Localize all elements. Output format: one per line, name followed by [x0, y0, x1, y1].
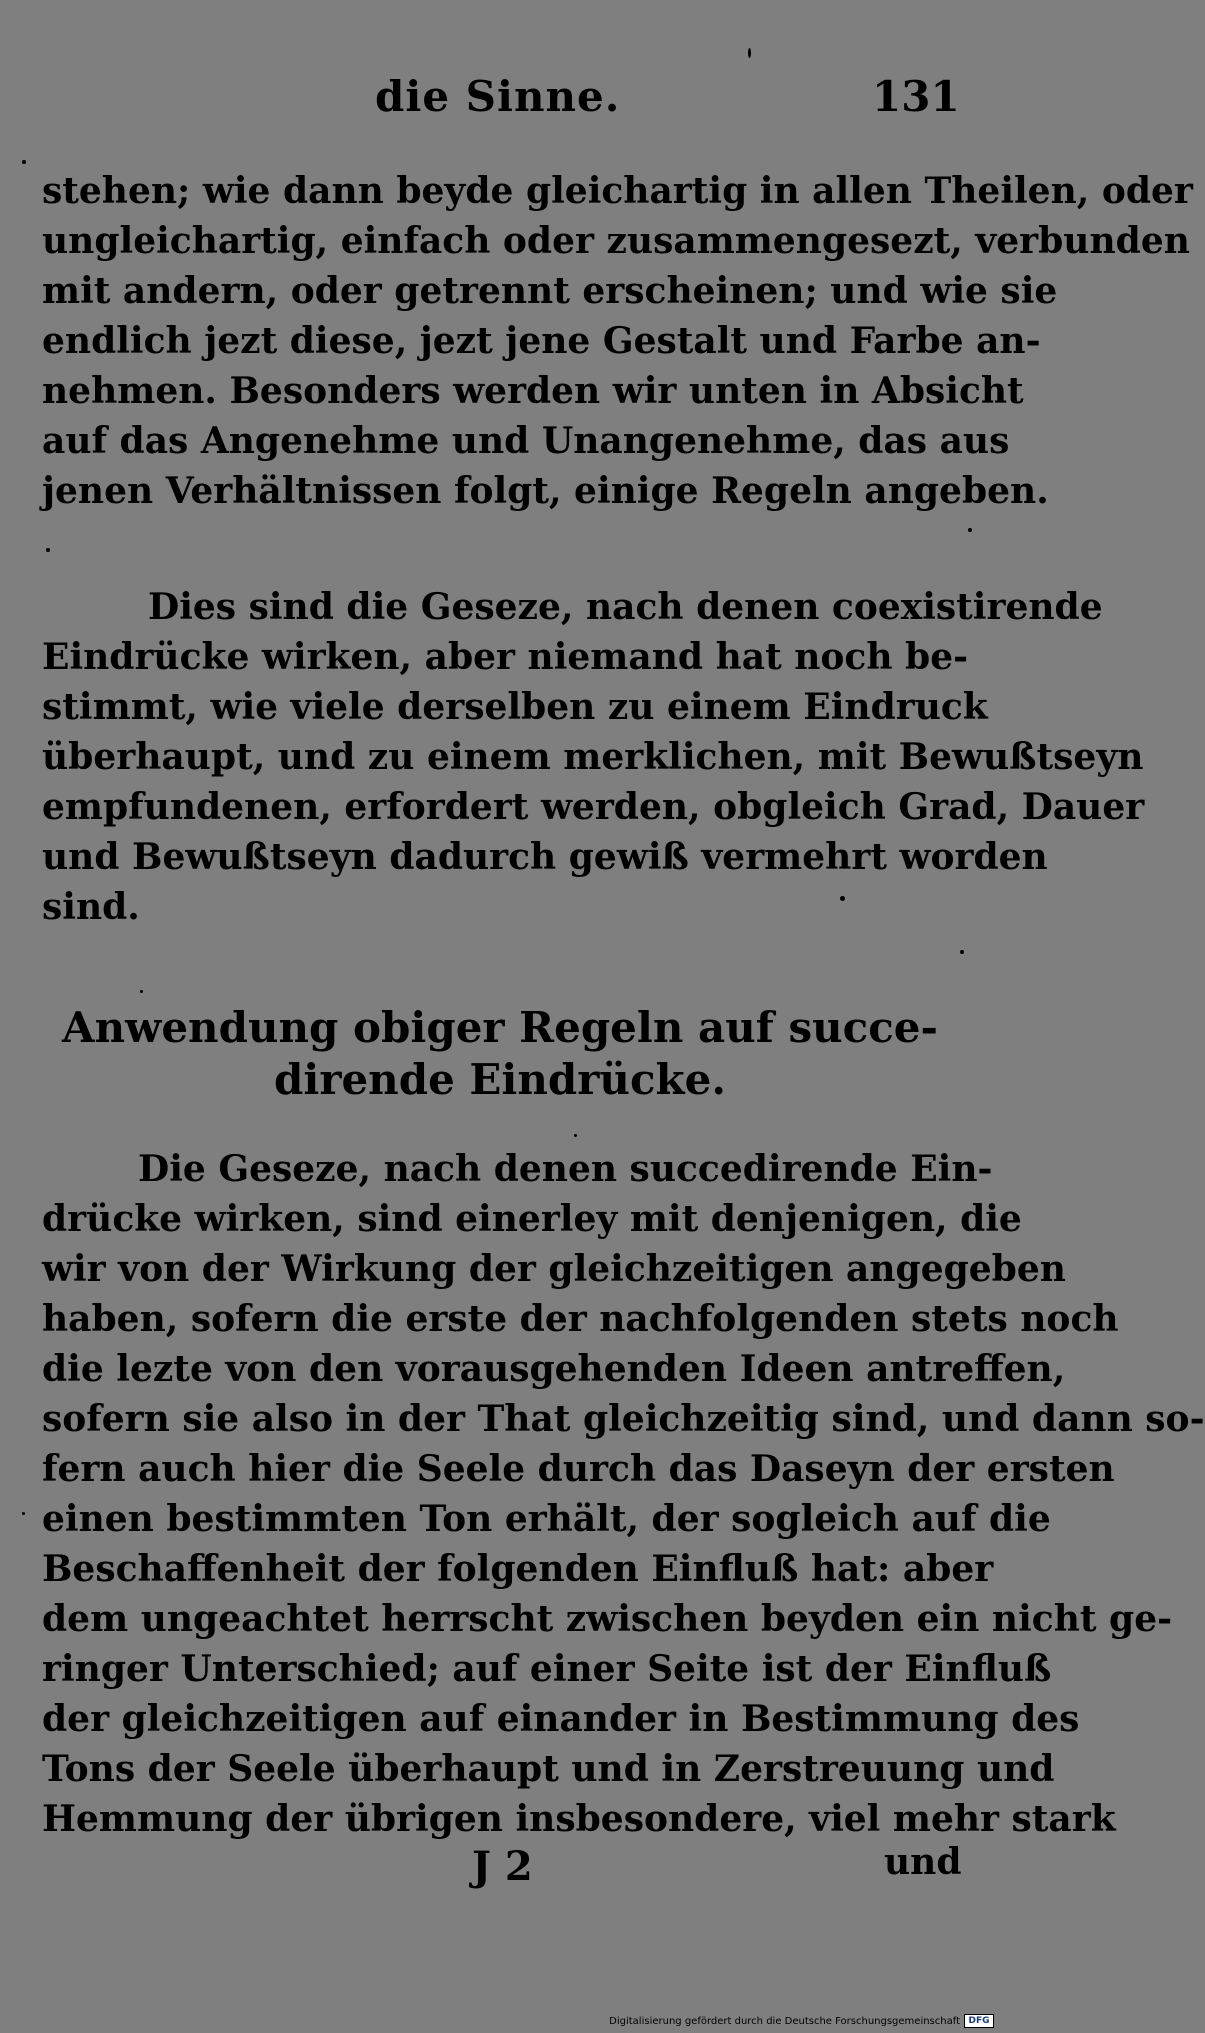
catchword: und — [884, 1841, 962, 1883]
text-line: sofern sie also in der That gleichzeitig sind, und dann so- — [42, 1398, 1205, 1440]
signature-mark: J 2 — [472, 1843, 533, 1890]
heading-line: Anwendung obiger Regeln auf succe- — [62, 1003, 938, 1052]
running-header — [0, 72, 1000, 132]
text-line: empfundenen, erfordert werden, obgleich Grad, Dauer — [42, 786, 1145, 828]
text-line: dem ungeachtet herrscht zwischen beyden ein nicht ge- — [42, 1598, 1173, 1640]
scan-speck — [574, 1134, 577, 1137]
scan-speck — [46, 548, 50, 552]
text-line: einen bestimmten Ton erhält, der sogleich auf die — [42, 1498, 1051, 1540]
scan-speck — [960, 950, 964, 954]
text-line: Dies sind die Geseze, nach denen coexistirende — [148, 586, 1103, 628]
scan-speck — [22, 160, 26, 164]
text-line: fern auch hier die Seele durch das Daseyn der ersten — [42, 1448, 1115, 1490]
text-line: und Bewußtseyn dadurch gewiß vermehrt worden — [42, 836, 1048, 878]
text-line: mit andern, oder getrennt erscheinen; und wie sie — [42, 270, 1058, 312]
text-line: nehmen. Besonders werden wir unten in Absicht — [42, 370, 1024, 412]
scan-speck — [22, 1512, 25, 1515]
text-line: Die Geseze, nach denen succedirende Ein- — [138, 1148, 993, 1190]
text-line: endlich jezt diese, jezt jene Gestalt und Farbe an- — [42, 320, 1041, 362]
scan-speck — [140, 990, 143, 993]
text-line: drücke wirken, sind einerley mit denjenigen, die — [42, 1198, 1022, 1240]
text-line: stehen; wie dann beyde gleichartig in allen Theilen, oder — [42, 170, 1193, 212]
digitization-credit: Digitalisierung gefördert durch die Deutsche Forschungsgemeinschaft — [0, 2010, 1000, 2033]
running-title: die Sinne. — [375, 72, 621, 121]
heading-line: dirende Eindrücke. — [274, 1055, 726, 1104]
text-line: jenen Verhältnissen folgt, einige Regeln angeben. — [42, 470, 1049, 512]
text-line: Tons der Seele überhaupt und in Zerstreuung und — [42, 1748, 1055, 1790]
text-line: Eindrücke wirken, aber niemand hat noch be- — [42, 636, 969, 678]
text-line: die lezte von den vorausgehenden Ideen antreffen, — [42, 1348, 1066, 1390]
text-line: ringer Unterschied; auf einer Seite ist der Einfluß — [42, 1648, 1052, 1690]
text-line: haben, sofern die erste der nachfolgenden stets noch — [42, 1298, 1119, 1340]
text-line: Beschaffenheit der folgenden Einfluß hat: aber — [42, 1548, 994, 1590]
scan-speck — [748, 48, 751, 58]
page-number: 131 — [872, 72, 960, 121]
text-line: sind. — [42, 886, 140, 928]
scan-speck — [968, 528, 972, 532]
dfg-logo-icon: DFG — [964, 2014, 994, 2028]
scan-speck — [840, 896, 845, 901]
text-line: ungleichartig, einfach oder zusammengesezt, verbunden — [42, 220, 1190, 262]
text-line: Hemmung der übrigen insbesondere, viel mehr stark — [42, 1798, 1116, 1840]
text-line: überhaupt, und zu einem merklichen, mit Bewußtseyn — [42, 736, 1144, 778]
text-line: wir von der Wirkung der gleichzeitigen angegeben — [42, 1248, 1066, 1290]
text-line: stimmt, wie viele derselben zu einem Eindruck — [42, 686, 988, 728]
text-line: der gleichzeitigen auf einander in Bestimmung des — [42, 1698, 1080, 1740]
text-line: auf das Angenehme und Unangenehme, das aus — [42, 420, 1010, 462]
